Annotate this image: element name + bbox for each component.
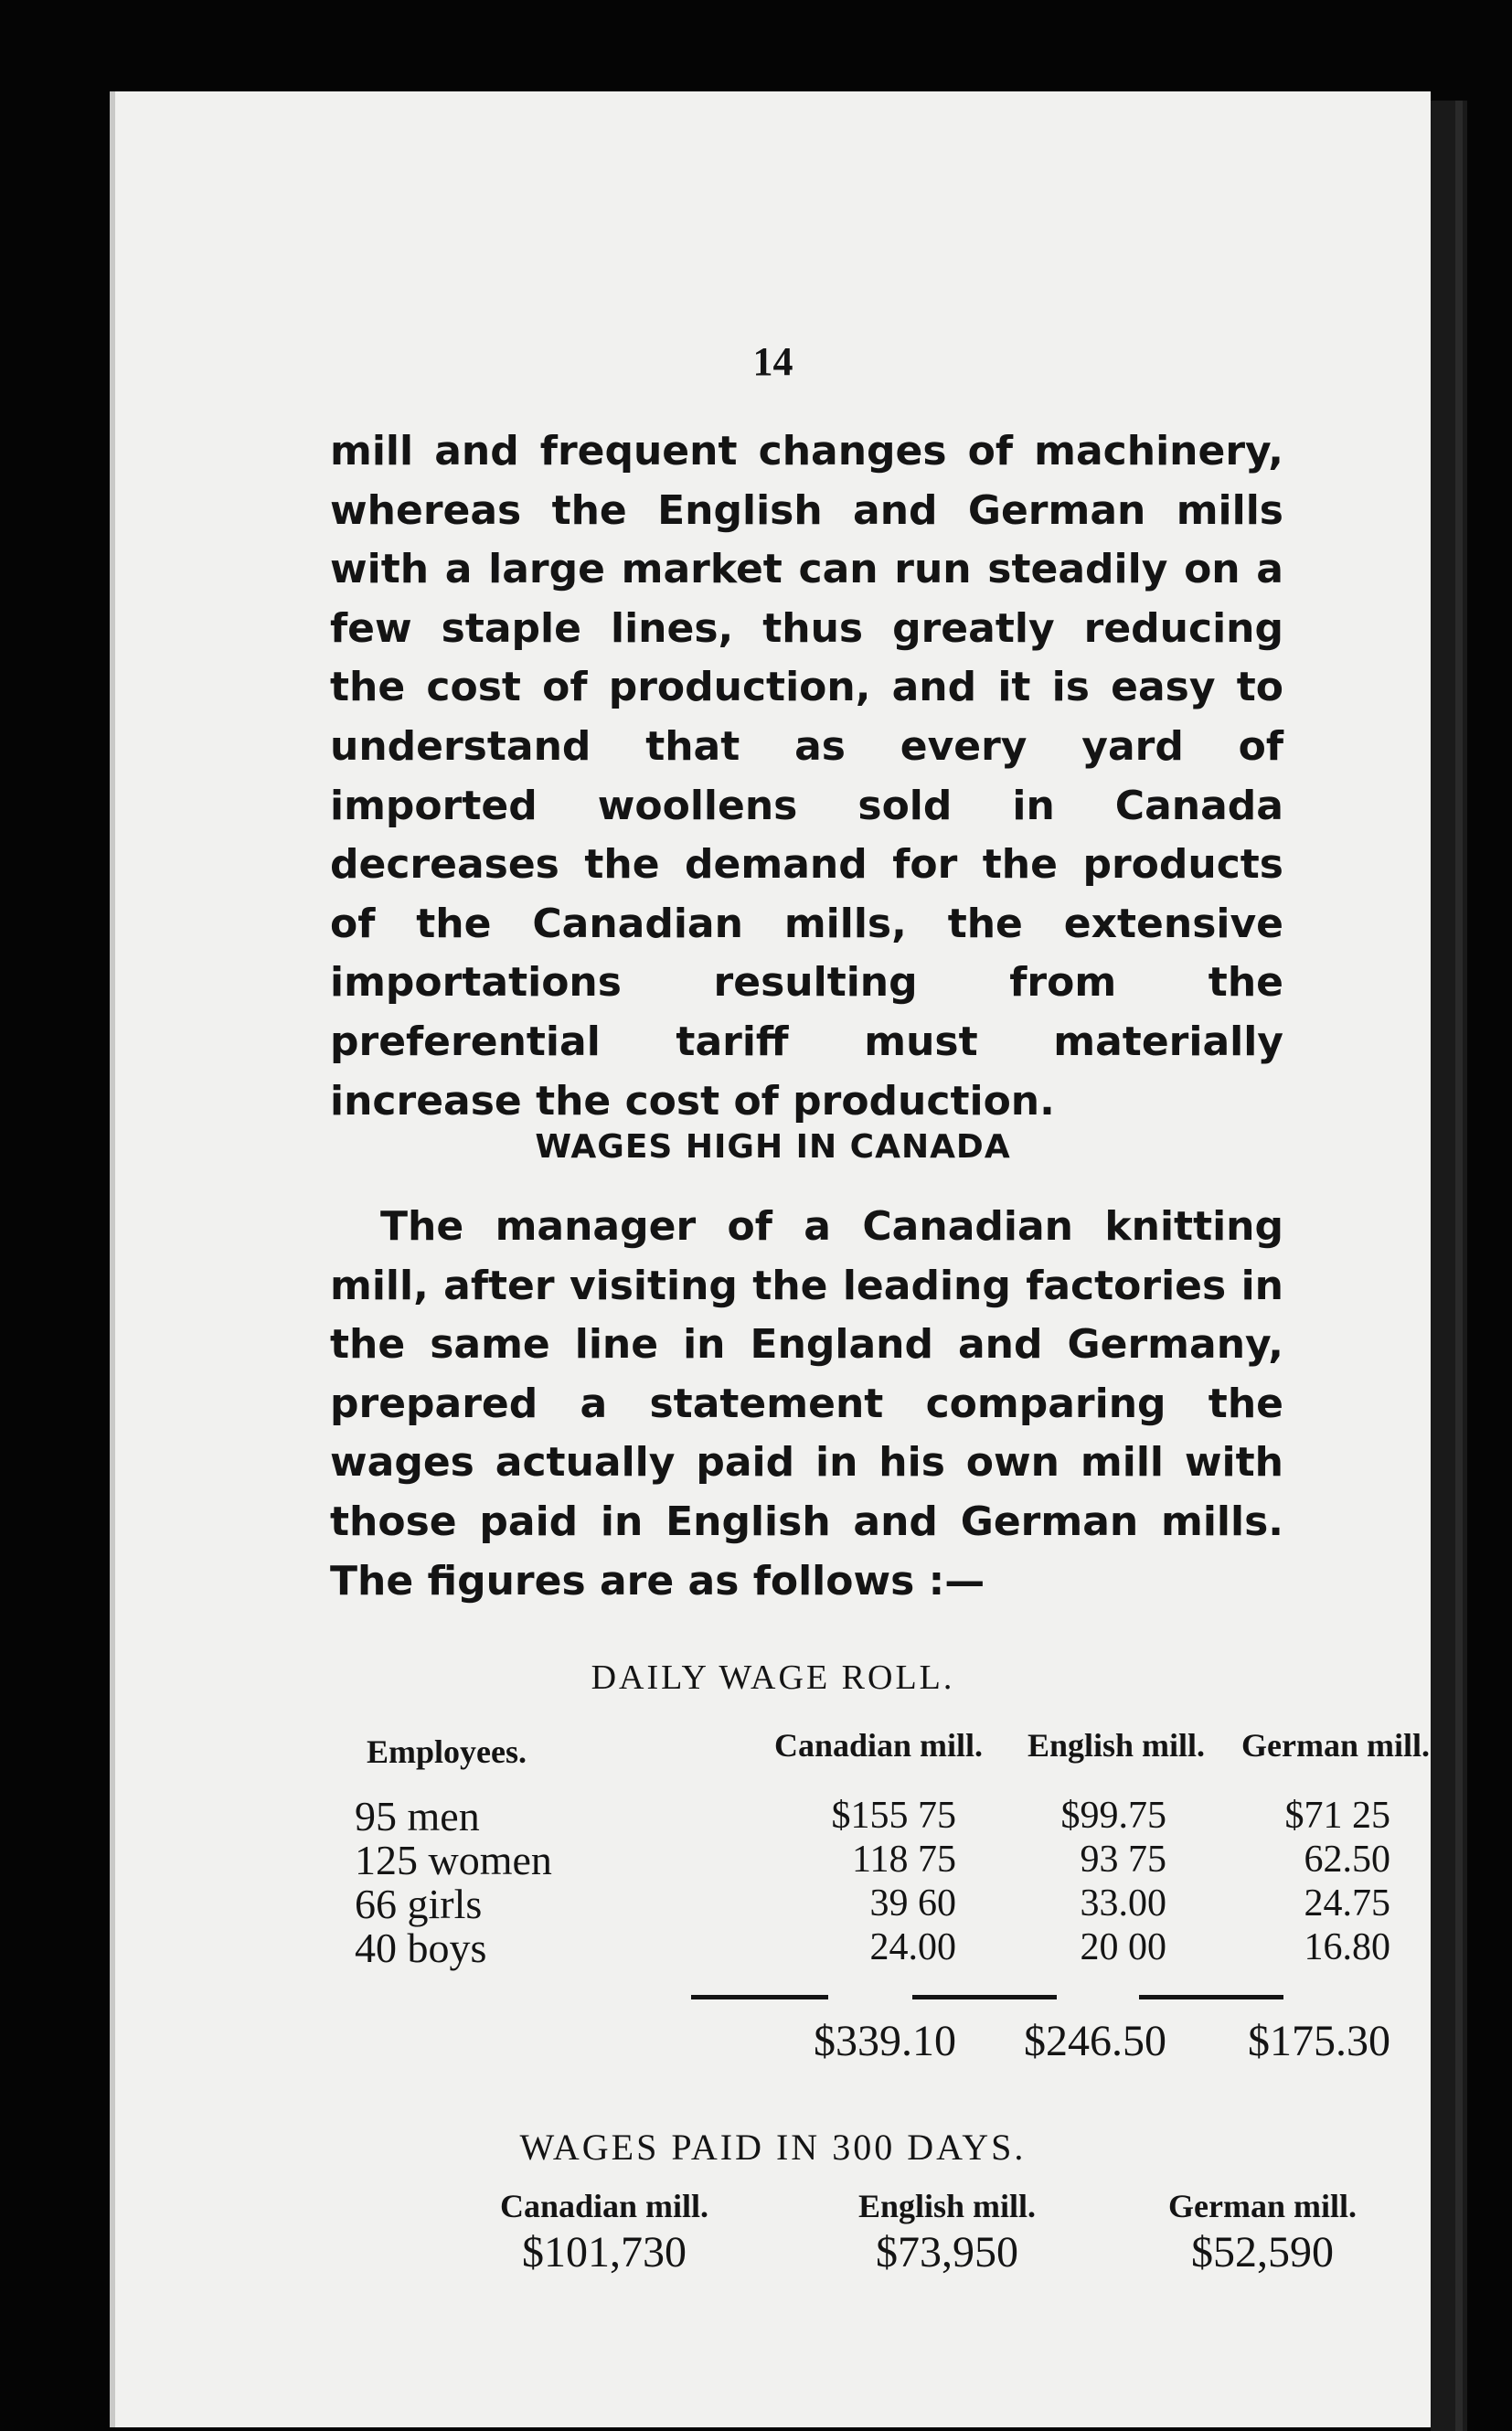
total-rule-canadian — [691, 1995, 828, 1999]
cell-german: 62.50 — [1304, 1839, 1390, 1881]
row-label: 125 women — [355, 1837, 552, 1883]
total-english: $246.50 — [1024, 2017, 1166, 2065]
annual-english — [783, 2187, 1112, 2277]
cell-german: 24.75 — [1304, 1882, 1390, 1925]
annual-german — [1098, 2187, 1427, 2277]
binding-strip — [1455, 101, 1463, 2431]
page-number: 14 — [752, 339, 793, 384]
paragraph-production-cost: mill and frequent changes of machinery, whereas the English and German mills with a large market can run steadily on a few staple lines, thus greatly reducing the cost of production, and it is easy to understand that as every yard of imported woollens sold in Canada decreases the demand for the products of the Canadian mills, the extensive importations resulting from the preferential tariff must materially increase the cost of production. — [330, 428, 1283, 1125]
annual-canadian — [440, 2187, 769, 2277]
total-rule-english — [912, 1995, 1057, 1999]
annual-english-label: English mill. — [857, 2188, 1037, 2224]
header-english-mill: English mill. — [1027, 1727, 1206, 1764]
total-german: $175.30 — [1248, 2017, 1390, 2065]
annual-canadian-label: Canadian mill. — [499, 2188, 709, 2224]
cell-english: 93 75 — [1080, 1839, 1166, 1881]
header-employees: Employees. — [367, 1733, 527, 1770]
header-german-mill: German mill. — [1241, 1727, 1430, 1764]
cell-english: $99.75 — [1060, 1795, 1166, 1837]
cell-german: 16.80 — [1304, 1926, 1390, 1968]
total-canadian: $339.10 — [814, 2017, 956, 2065]
cell-english: 20 00 — [1080, 1926, 1166, 1968]
cell-german: $71 25 — [1284, 1795, 1390, 1837]
cell-canadian: 118 75 — [852, 1839, 956, 1881]
daily-wage-table-title: DAILY WAGE ROLL. — [591, 1658, 955, 1697]
header-canadian-mill: Canadian mill. — [773, 1727, 984, 1764]
annual-wages-title: WAGES PAID IN 300 DAYS. — [519, 2127, 1027, 2168]
cell-canadian: 39 60 — [869, 1882, 956, 1925]
cell-canadian: 24.00 — [869, 1926, 956, 1968]
annual-english-value: $73,950 — [876, 2228, 1018, 2276]
total-rule-german — [1139, 1995, 1283, 1999]
cell-canadian: $155 75 — [831, 1795, 956, 1837]
row-label: 66 girls — [355, 1881, 483, 1927]
annual-canadian-value: $101,730 — [522, 2228, 687, 2276]
cell-english: 33.00 — [1080, 1882, 1166, 1925]
section-heading: WAGES HIGH IN CANADA — [535, 1128, 1011, 1166]
row-label: 95 men — [355, 1793, 480, 1839]
document-page — [110, 91, 1431, 2427]
paragraph-wage-statement: The manager of a Canadian knitting mill, after visiting the leading factories in the same line in England and Germany, prepared a statement comparing the wages actually paid in his own mill with those paid in English and German mills. The figures are as follows :— — [330, 1203, 1283, 1605]
annual-german-label: German mill. — [1168, 2188, 1357, 2224]
annual-german-value: $52,590 — [1191, 2228, 1334, 2276]
row-label: 40 boys — [355, 1925, 487, 1971]
